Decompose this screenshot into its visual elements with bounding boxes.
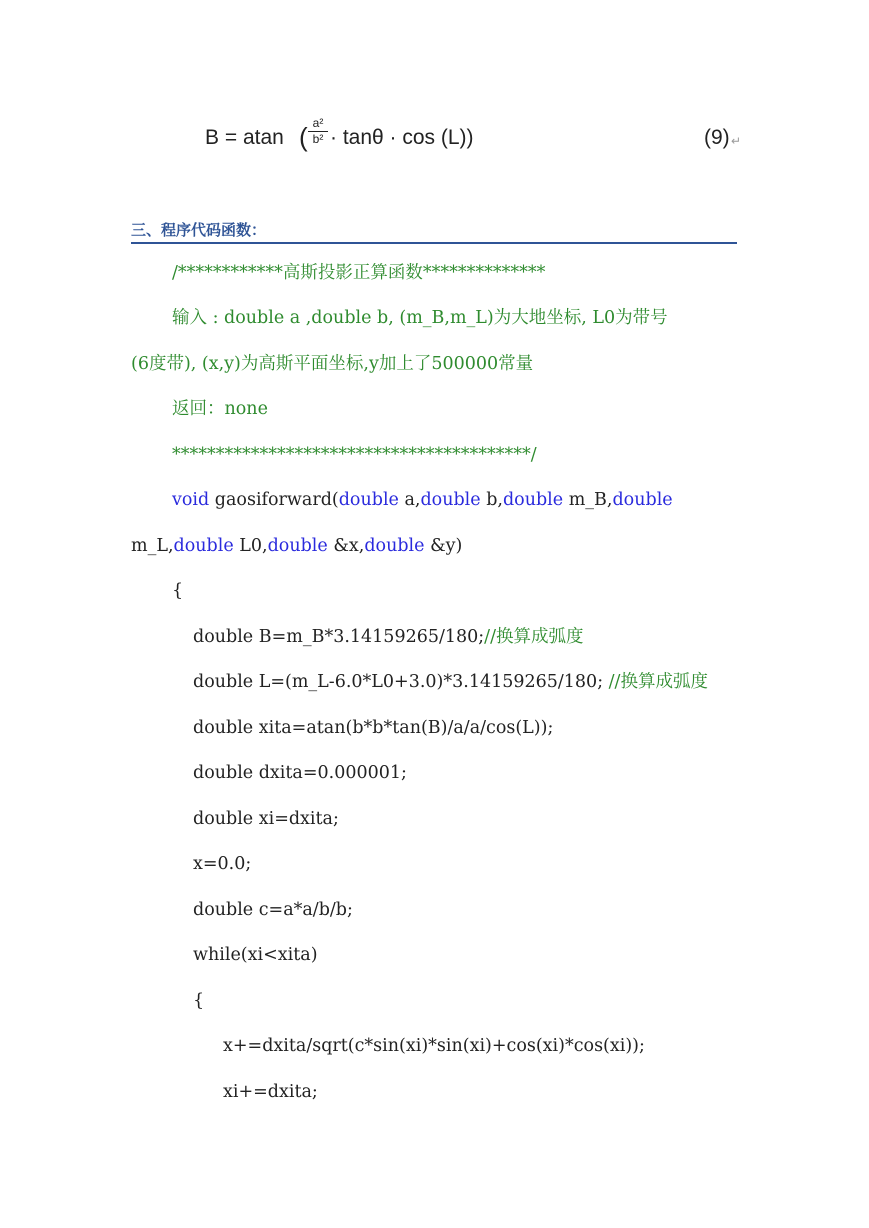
code-line-5: double xi=dxita; bbox=[193, 809, 339, 829]
formula-rhs: · tanθ · cos (L)) bbox=[330, 126, 474, 149]
code-line-8: while(xi<xita) bbox=[193, 945, 318, 965]
keyword: double bbox=[173, 536, 234, 556]
code-comment: //换算成弧度 bbox=[484, 627, 584, 647]
return-mark: ↵ bbox=[731, 134, 742, 148]
code-text: &x, bbox=[327, 536, 365, 556]
comment-line-1: /************高斯投影正算函数************** bbox=[172, 263, 546, 283]
keyword: double bbox=[502, 490, 564, 510]
comment-line-3: (6度带), (x,y)为高斯平面坐标,y加上了500000常量 bbox=[131, 354, 534, 374]
code-line-3: double xita=atan(b*b*tan(B)/a/a/cos(L)); bbox=[193, 718, 554, 738]
code-signature-line-1 bbox=[172, 489, 673, 511]
keyword: double bbox=[338, 490, 399, 510]
code-text: L0, bbox=[233, 536, 268, 556]
keyword: double bbox=[364, 536, 425, 556]
code-line-2 bbox=[193, 671, 708, 693]
keyword: void bbox=[172, 490, 210, 510]
keyword: double bbox=[267, 536, 328, 556]
formula-9 bbox=[205, 116, 745, 162]
comment-line-5: *****************************************/ bbox=[172, 445, 537, 465]
comment-line-4: 返回：none bbox=[172, 399, 268, 419]
formula-numerator: a² bbox=[308, 117, 328, 132]
code-comment: //换算成弧度 bbox=[608, 672, 708, 692]
equation-number: (9) bbox=[704, 126, 730, 149]
keyword: double bbox=[612, 490, 673, 510]
code-text: m_B, bbox=[563, 490, 613, 510]
code-text: m_L, bbox=[131, 536, 174, 556]
code-brace-open-inner: { bbox=[193, 991, 205, 1011]
section-heading-text: 三、程序代码函数： bbox=[131, 221, 267, 239]
code-text: double B=m_B*3.14159265/180; bbox=[193, 627, 485, 647]
code-line-10: x+=dxita/sqrt(c*sin(xi)*sin(xi)+cos(xi)*cos(xi)); bbox=[223, 1036, 645, 1056]
formula-fraction bbox=[308, 117, 328, 146]
code-text: b, bbox=[480, 490, 503, 510]
section-heading bbox=[131, 218, 737, 244]
code-text: a, bbox=[398, 490, 421, 510]
code-line-7: double c=a*a/b/b; bbox=[193, 900, 353, 920]
code-text: gaosiforward( bbox=[209, 490, 339, 510]
code-line-1 bbox=[193, 626, 583, 648]
code-text: double L=(m_L-6.0*L0+3.0)*3.14159265/180; bbox=[193, 672, 609, 692]
comment-line-2: 输入 : double a ,double b, (m_B,m_L)为大地坐标, L0为带号 bbox=[172, 308, 668, 328]
code-text: &y) bbox=[424, 536, 463, 556]
formula-lhs: B = atan bbox=[205, 126, 284, 149]
formula-paren: ( bbox=[299, 122, 308, 152]
keyword: double bbox=[420, 490, 481, 510]
code-line-6: x=0.0; bbox=[193, 854, 252, 874]
code-line-4: double dxita=0.000001; bbox=[193, 763, 407, 783]
code-brace-open: { bbox=[172, 581, 184, 601]
code-line-11: xi+=dxita; bbox=[223, 1082, 318, 1102]
code-signature-line-2 bbox=[131, 535, 462, 557]
formula-denominator: b² bbox=[312, 132, 324, 146]
